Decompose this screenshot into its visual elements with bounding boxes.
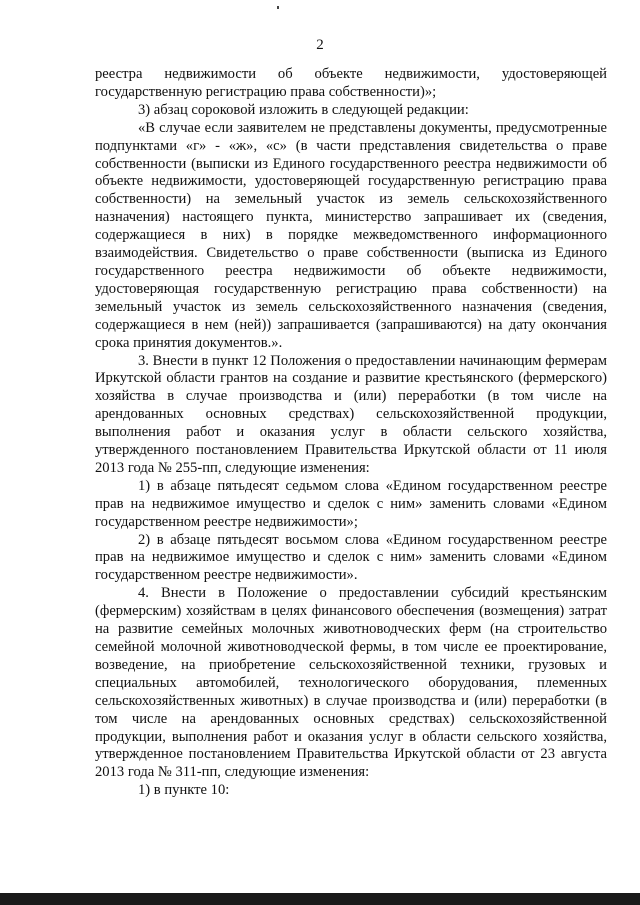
scan-speck: [277, 6, 279, 9]
scan-bottom-edge: [0, 893, 640, 905]
paragraph-item-3: 3) абзац сороковой изложить в следующей редакции:: [138, 101, 469, 118]
paragraph-section-3-item-1: 1) в абзаце пятьдесят седьмом слова «Едином государственном реестре прав на недвижимое имущество и сделок с ним» заменить словами «Едином государственном реестре недвижимости»;: [95, 477, 607, 530]
paragraph-section-4-item-1: 1) в пункте 10:: [138, 782, 230, 799]
paragraph-section-4: 4. Внести в Положение о предоставлении субсидий крестьянским (фермерским) хозяйствам в целях финансового обеспечения (возмещения) затрат на развитие семейных молочных животноводческих ферм (на строительство семейной молочной животноводческой фермы, в том числе ее проектирование, возведение, на приобретение сельскохозяйственной техники, грузовых и специальных автомобилей, технологического оборудования, племенных сельскохозяйственных животных) в случае производства и (или) переработки (в том числе на арендованных основных средствах) сельскохозяйственной продукции, выполнения работ и оказания услуг в области сельского хозяйства, утвержденное постановлением Правительства Иркутской области от 23 августа 2013 года № 311-пп, следующие изменения:: [95, 585, 607, 781]
paragraph-section-3: 3. Внести в пункт 12 Положения о предоставлении начинающим фермерам Иркутской области грантов на создание и развитие крестьянского (фермерского) хозяйства в случае производства и (или) переработки (в том числе на арендованных основных средствах) сельскохозяйственной продукции, выполнения работ и оказания услуг в области сельского хозяйства, утвержденного постановлением Правительства Иркутской области от 11 июля 2013 года № 255-пп, следующие изменения:: [95, 352, 607, 476]
paragraph-section-3-item-2: 2) в абзаце пятьдесят восьмом слова «Едином государственном реестре прав на недвижимое имущество и сделок с ним» заменить словами «Едином государственном реестре недвижимости».: [95, 531, 607, 584]
page-number: 2: [316, 37, 324, 53]
paragraph-quoted-amendment: «В случае если заявителем не представлены документы, предусмотренные подпунктами «г» - «ж», «с» (в части представления свидетельства о праве собственности (выписки из Единого государственного реестра недвижимости об объекте недвижимости, удостоверяющей государственную регистрацию права собственности) на земельный участок из земель сельскохозяйственного назначения) настоящего пункта, министерство запрашивает их (сведения, содержащиеся в них) в порядке межведомственного информационного взаимодействия. Свидетельство о праве собственности (выписка из Единого государственного реестра недвижимости об объекте недвижимости, удостоверяющая государственную регистрацию права собственности) на земельный участок из земель сельскохозяйственного назначения (сведения, содержащиеся в нем (ней)) запрашивается (запрашиваются) на дату окончания срока принятия документов.».: [95, 119, 607, 351]
document-body: [95, 66, 607, 800]
paragraph-continuation: реестра недвижимости об объекте недвижимости, удостоверяющей государственную регистрацию права собственности)»;: [95, 66, 607, 100]
